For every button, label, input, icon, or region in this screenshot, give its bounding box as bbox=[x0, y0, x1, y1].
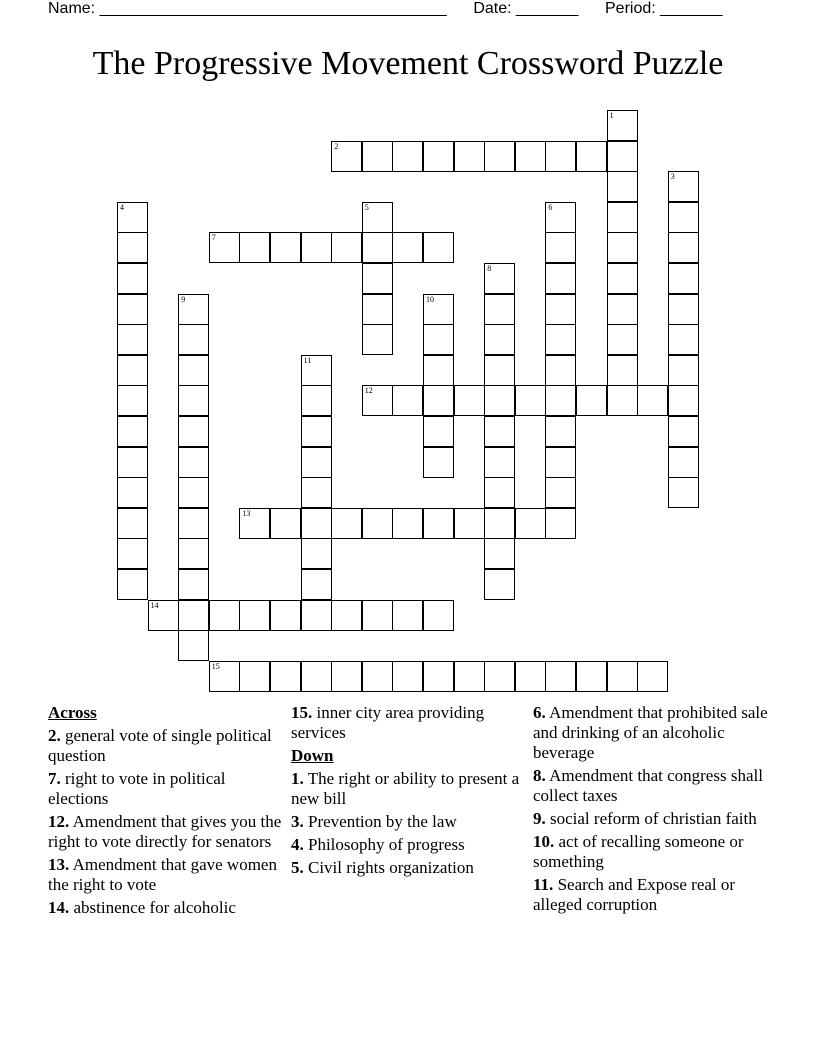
grid-cell[interactable] bbox=[607, 232, 638, 263]
grid-cell[interactable] bbox=[423, 355, 454, 386]
grid-cell[interactable] bbox=[362, 661, 393, 692]
clues-column-1 bbox=[48, 703, 283, 921]
grid-cell[interactable] bbox=[178, 294, 209, 325]
grid-cell[interactable] bbox=[545, 355, 576, 386]
clue-text: general vote of single political question bbox=[48, 726, 272, 765]
grid-cell[interactable] bbox=[209, 661, 240, 692]
grid-cell[interactable] bbox=[117, 294, 148, 325]
clue-number-label: 15. bbox=[291, 703, 313, 722]
grid-cell[interactable] bbox=[515, 508, 546, 539]
grid-cell[interactable] bbox=[392, 141, 423, 172]
grid-cell[interactable] bbox=[668, 171, 699, 202]
grid-cell[interactable] bbox=[178, 569, 209, 600]
clue-number-label: 7. bbox=[48, 769, 61, 788]
clue-text: Civil rights organization bbox=[308, 858, 474, 877]
period-label: Period: bbox=[605, 0, 656, 17]
clues-column-2 bbox=[291, 703, 526, 881]
grid-cell[interactable] bbox=[484, 538, 515, 569]
grid-cell[interactable] bbox=[423, 508, 454, 539]
date-line[interactable]: _______ bbox=[516, 0, 579, 17]
grid-cell[interactable] bbox=[576, 661, 607, 692]
grid-cell[interactable] bbox=[545, 202, 576, 233]
clue-number: 2 bbox=[334, 141, 339, 151]
clue-number-label: 12. bbox=[48, 812, 70, 831]
clue-number-label: 2. bbox=[48, 726, 61, 745]
grid-cell[interactable] bbox=[301, 447, 332, 478]
grid-cell[interactable] bbox=[117, 355, 148, 386]
clue-text: Search and Expose real or alleged corruption bbox=[533, 875, 736, 914]
clue-text: Amendment that prohibited sale and drinking of an alcoholic beverage bbox=[533, 703, 768, 762]
grid-cell[interactable] bbox=[392, 508, 423, 539]
grid-cell[interactable] bbox=[209, 600, 240, 631]
name-label: Name: bbox=[48, 0, 96, 17]
grid-cell[interactable] bbox=[239, 232, 270, 263]
grid-cell[interactable] bbox=[484, 447, 515, 478]
grid-cell[interactable] bbox=[423, 232, 454, 263]
down-clue-list bbox=[291, 769, 526, 878]
grid-cell[interactable] bbox=[545, 141, 576, 172]
clue-number-label: 11. bbox=[533, 875, 554, 894]
grid-cell[interactable] bbox=[484, 477, 515, 508]
grid-cell[interactable] bbox=[545, 447, 576, 478]
grid-cell[interactable] bbox=[668, 263, 699, 294]
grid-cell[interactable] bbox=[270, 232, 301, 263]
clue-number: 10 bbox=[426, 294, 434, 304]
grid-cell[interactable] bbox=[178, 630, 209, 661]
clue-item bbox=[291, 769, 526, 809]
grid-cell[interactable] bbox=[484, 385, 515, 416]
grid-cell[interactable] bbox=[423, 294, 454, 325]
grid-cell[interactable] bbox=[454, 508, 485, 539]
clue-number-label: 10. bbox=[533, 832, 555, 851]
clue-text: abstinence for alcoholic bbox=[73, 898, 236, 917]
clue-item bbox=[291, 858, 526, 878]
grid-cell[interactable] bbox=[484, 569, 515, 600]
grid-cell[interactable] bbox=[362, 232, 393, 263]
grid-cell[interactable] bbox=[178, 477, 209, 508]
grid-cell[interactable] bbox=[178, 600, 209, 631]
grid-cell[interactable] bbox=[117, 477, 148, 508]
clue-number: 8 bbox=[487, 264, 492, 273]
grid-cell[interactable] bbox=[301, 355, 332, 386]
grid-cell[interactable] bbox=[607, 324, 638, 355]
clue-number: 12 bbox=[364, 386, 373, 396]
grid-cell[interactable] bbox=[117, 508, 148, 539]
clue-number: 6 bbox=[548, 202, 553, 212]
grid-cell[interactable] bbox=[392, 385, 423, 416]
clue-text: right to vote in political elections bbox=[48, 769, 226, 808]
grid-cell[interactable] bbox=[301, 416, 332, 447]
clue-number-label: 5. bbox=[291, 858, 304, 877]
grid-cell[interactable] bbox=[178, 355, 209, 386]
grid-cell[interactable] bbox=[301, 232, 332, 263]
clue-text: Amendment that congress shall collect taxes bbox=[533, 766, 763, 805]
grid-cell[interactable] bbox=[484, 263, 515, 294]
grid-cell[interactable] bbox=[515, 385, 546, 416]
grid-cell[interactable] bbox=[392, 600, 423, 631]
grid-cell[interactable] bbox=[117, 202, 148, 233]
grid-cell[interactable] bbox=[668, 447, 699, 478]
period-line[interactable]: _______ bbox=[660, 0, 723, 17]
grid-cell[interactable] bbox=[545, 416, 576, 447]
grid-cell[interactable] bbox=[362, 202, 393, 233]
grid-cell[interactable] bbox=[331, 661, 362, 692]
grid-cell[interactable] bbox=[668, 385, 699, 416]
grid-cell[interactable] bbox=[301, 385, 332, 416]
grid-cell[interactable] bbox=[484, 355, 515, 386]
clue-number-label: 13. bbox=[48, 855, 70, 874]
name-line[interactable]: _______________________________________ bbox=[99, 0, 447, 17]
grid-cell[interactable] bbox=[270, 661, 301, 692]
grid-cell[interactable] bbox=[607, 355, 638, 386]
clue-number-label: 1. bbox=[291, 769, 304, 788]
clue-number-label: 8. bbox=[533, 766, 546, 785]
grid-cell[interactable] bbox=[484, 416, 515, 447]
grid-cell[interactable] bbox=[423, 447, 454, 478]
down-heading: Down bbox=[291, 746, 334, 765]
clue-item bbox=[533, 809, 773, 829]
grid-cell[interactable] bbox=[484, 661, 515, 692]
grid-cell[interactable] bbox=[515, 141, 546, 172]
grid-cell[interactable] bbox=[301, 569, 332, 600]
grid-cell[interactable] bbox=[178, 508, 209, 539]
grid-cell[interactable] bbox=[545, 294, 576, 325]
grid-cell[interactable] bbox=[545, 385, 576, 416]
clue-item bbox=[291, 812, 526, 832]
clue-item bbox=[48, 855, 283, 895]
grid-cell[interactable] bbox=[392, 661, 423, 692]
grid-cell[interactable] bbox=[117, 385, 148, 416]
grid-cell[interactable] bbox=[607, 141, 638, 172]
grid-cell[interactable] bbox=[178, 538, 209, 569]
grid-cell[interactable] bbox=[178, 324, 209, 355]
down-clue-list-continued bbox=[533, 703, 773, 915]
grid-cell[interactable] bbox=[331, 232, 362, 263]
grid-cell[interactable] bbox=[117, 538, 148, 569]
grid-cell[interactable] bbox=[331, 141, 362, 172]
grid-cell[interactable] bbox=[117, 447, 148, 478]
grid-cell[interactable] bbox=[209, 232, 240, 263]
grid-cell[interactable] bbox=[423, 661, 454, 692]
grid-cell[interactable] bbox=[423, 416, 454, 447]
clue-text: Philosophy of progress bbox=[308, 835, 465, 854]
grid-cell[interactable] bbox=[668, 416, 699, 447]
grid-cell[interactable] bbox=[301, 508, 332, 539]
grid-cell[interactable] bbox=[454, 661, 485, 692]
clue-item bbox=[48, 812, 283, 852]
clue-number: 9 bbox=[181, 294, 186, 304]
clue-number: 7 bbox=[211, 233, 216, 243]
clue-text: Prevention by the law bbox=[308, 812, 457, 831]
grid-cell[interactable] bbox=[362, 294, 393, 325]
grid-cell[interactable] bbox=[607, 385, 638, 416]
clue-number-label: 4. bbox=[291, 835, 304, 854]
grid-cell[interactable] bbox=[362, 263, 393, 294]
clue-number: 15 bbox=[211, 661, 220, 671]
clue-text: inner city area providing services bbox=[291, 703, 485, 742]
grid-cell[interactable] bbox=[607, 110, 638, 141]
grid-cell[interactable] bbox=[270, 600, 301, 631]
page-title: The Progressive Movement Crossword Puzzle bbox=[92, 45, 724, 82]
grid-cell[interactable] bbox=[668, 232, 699, 263]
grid-cell[interactable] bbox=[454, 385, 485, 416]
grid-cell[interactable] bbox=[607, 202, 638, 233]
grid-cell[interactable] bbox=[178, 416, 209, 447]
grid-cell[interactable] bbox=[423, 385, 454, 416]
clue-number: 1 bbox=[609, 111, 614, 120]
grid-cell[interactable] bbox=[117, 324, 148, 355]
clue-number: 14 bbox=[150, 600, 159, 610]
grid-cell[interactable] bbox=[331, 508, 362, 539]
grid-cell[interactable] bbox=[668, 324, 699, 355]
grid-cell[interactable] bbox=[117, 416, 148, 447]
grid-cell[interactable] bbox=[607, 661, 638, 692]
clue-number-label: 9. bbox=[533, 809, 546, 828]
grid-cell[interactable] bbox=[239, 508, 270, 539]
grid-cell[interactable] bbox=[301, 477, 332, 508]
grid-cell[interactable] bbox=[668, 477, 699, 508]
clues-column-3 bbox=[533, 703, 773, 918]
grid-cell[interactable] bbox=[484, 324, 515, 355]
across-heading: Across bbox=[48, 703, 97, 722]
grid-cell[interactable] bbox=[454, 141, 485, 172]
clue-text: Amendment that gives you the right to vote directly for senators bbox=[48, 812, 282, 851]
clue-item bbox=[48, 898, 283, 918]
grid-cell[interactable] bbox=[117, 232, 148, 263]
grid-cell[interactable] bbox=[545, 263, 576, 294]
grid-cell[interactable] bbox=[301, 661, 332, 692]
grid-cell[interactable] bbox=[484, 294, 515, 325]
grid-cell[interactable] bbox=[545, 661, 576, 692]
grid-cell[interactable] bbox=[515, 661, 546, 692]
grid-cell[interactable] bbox=[607, 171, 638, 202]
grid-cell[interactable] bbox=[301, 600, 332, 631]
clue-number: 3 bbox=[670, 172, 675, 182]
clue-item bbox=[48, 769, 283, 809]
grid-cell[interactable] bbox=[148, 600, 179, 631]
grid-cell[interactable] bbox=[117, 263, 148, 294]
clue-item bbox=[291, 703, 526, 743]
grid-cell[interactable] bbox=[484, 141, 515, 172]
grid-cell[interactable] bbox=[668, 202, 699, 233]
clue-text: The right or ability to present a new bill bbox=[291, 769, 520, 808]
grid-cell[interactable] bbox=[331, 600, 362, 631]
clue-item bbox=[533, 832, 773, 872]
grid-cell[interactable] bbox=[607, 294, 638, 325]
clue-number-label: 14. bbox=[48, 898, 70, 917]
clue-text: act of recalling someone or something bbox=[533, 832, 744, 871]
grid-cell[interactable] bbox=[484, 508, 515, 539]
grid-cell[interactable] bbox=[576, 385, 607, 416]
grid-cell[interactable] bbox=[668, 355, 699, 386]
clue-number: 5 bbox=[364, 202, 369, 212]
grid-cell[interactable] bbox=[637, 385, 668, 416]
clue-item bbox=[533, 703, 773, 763]
date-label: Date: bbox=[473, 0, 512, 17]
grid-cell[interactable] bbox=[117, 569, 148, 600]
grid-cell[interactable] bbox=[545, 232, 576, 263]
grid-cell[interactable] bbox=[178, 447, 209, 478]
grid-cell[interactable] bbox=[545, 324, 576, 355]
grid-cell[interactable] bbox=[362, 324, 393, 355]
grid-cell[interactable] bbox=[545, 477, 576, 508]
grid-cell[interactable] bbox=[607, 263, 638, 294]
clue-item bbox=[533, 766, 773, 806]
grid-cell[interactable] bbox=[362, 508, 393, 539]
grid-cell[interactable] bbox=[423, 324, 454, 355]
clue-number-label: 3. bbox=[291, 812, 304, 831]
grid-cell[interactable] bbox=[423, 141, 454, 172]
grid-cell[interactable] bbox=[239, 661, 270, 692]
grid-cell[interactable] bbox=[362, 385, 393, 416]
grid-cell[interactable] bbox=[545, 508, 576, 539]
grid-cell[interactable] bbox=[239, 600, 270, 631]
grid-cell[interactable] bbox=[301, 538, 332, 569]
grid-cell[interactable] bbox=[178, 385, 209, 416]
clue-number-label: 6. bbox=[533, 703, 546, 722]
clue-text: social reform of christian faith bbox=[550, 809, 757, 828]
clue-item bbox=[533, 875, 773, 915]
grid-cell[interactable] bbox=[362, 600, 393, 631]
grid-cell[interactable] bbox=[270, 508, 301, 539]
clue-number: 4 bbox=[120, 202, 124, 212]
clue-number: 11 bbox=[303, 355, 312, 365]
grid-cell[interactable] bbox=[423, 600, 454, 631]
grid-cell[interactable] bbox=[392, 232, 423, 263]
grid-cell[interactable] bbox=[576, 141, 607, 172]
grid-cell[interactable] bbox=[668, 294, 699, 325]
across-clue-list-continued bbox=[291, 703, 526, 743]
clue-item bbox=[291, 835, 526, 855]
clue-number: 13 bbox=[242, 508, 251, 518]
clue-item bbox=[48, 726, 283, 766]
grid-cell[interactable] bbox=[362, 141, 393, 172]
across-clue-list bbox=[48, 726, 283, 918]
grid-cell[interactable] bbox=[637, 661, 668, 692]
clue-text: Amendment that gave women the right to vote bbox=[48, 855, 277, 894]
